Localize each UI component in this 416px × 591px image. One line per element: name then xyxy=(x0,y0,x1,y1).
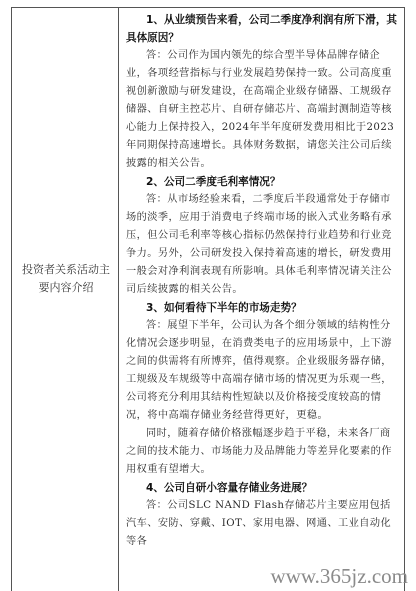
row-label: 投资者关系活动主要内容介绍 xyxy=(22,263,110,294)
answer-3-paragraph-2: 同时，随着存储价格涨幅逐步趋于平稳，未来各厂商之间的技术能力、市场能力及品牌能力等差异化要素的作用权重有望增大。 xyxy=(126,428,392,475)
answer-4: 答：公司SLC NAND Flash存储芯片主要应用包括汽车、安防、穿戴、IOT、家用电器、网通、工业自动化等各 xyxy=(126,500,392,547)
question-3: 3、如何看待下半年的市场走势？ xyxy=(146,302,302,314)
content-cell xyxy=(120,8,405,591)
answer-2: 答：从市场经验来看，二季度后半段通常处于存储市场的淡季，应用于消费电子终端市场的嵌入式业务略有承压，但公司毛利率等核心指标仍然保持行业趋势和行业竞争力。另外，公司研发投入保持着高速的增长，研发费用一般会对净利润表现有所影响。具体毛利率情况请关注公司后续披露的相关公告。 xyxy=(126,194,392,295)
qa-content xyxy=(120,8,405,551)
question-1: 1、从业绩预告来看，公司二季度净利润有所下滑，其具体原因？ xyxy=(126,14,398,44)
info-table xyxy=(11,7,405,591)
answer-1: 答：公司作为国内领先的综合型半导体品牌存储企业，各项经营指标与行业发展趋势保持一致。公司高度重视创新激励与研发建设，在高端企业级存储器、工规级存储器、自研主控芯片、自研存储芯片、高端封测制造等核心能力上保持投入，2024年半年度研发费用相比于2023年同期保持高速增长。具体财务数据，请您关注公司后续披露的相关公告。 xyxy=(126,50,395,169)
question-2: 2、公司二季度毛利率情况？ xyxy=(146,176,281,188)
left-header-cell xyxy=(12,8,119,591)
question-4: 4、公司自研小容量存储业务进展？ xyxy=(146,482,313,494)
answer-3-paragraph-1: 答：展望下半年，公司认为各个细分领域的结构性分化情况会逐步明显，在消费类电子的应用场景中，上下游之间的供需将有所博弈，值得观察。企业级服务器存储，工规级及车规级等中高端存储市场的情况更为乐观一些，公司将充分利用其结构性短缺以及价格接受度较高的情况，将中高端存储业务经营得更好，更稳。 xyxy=(126,320,392,421)
watermark-text: www.365jz.com xyxy=(270,564,408,588)
